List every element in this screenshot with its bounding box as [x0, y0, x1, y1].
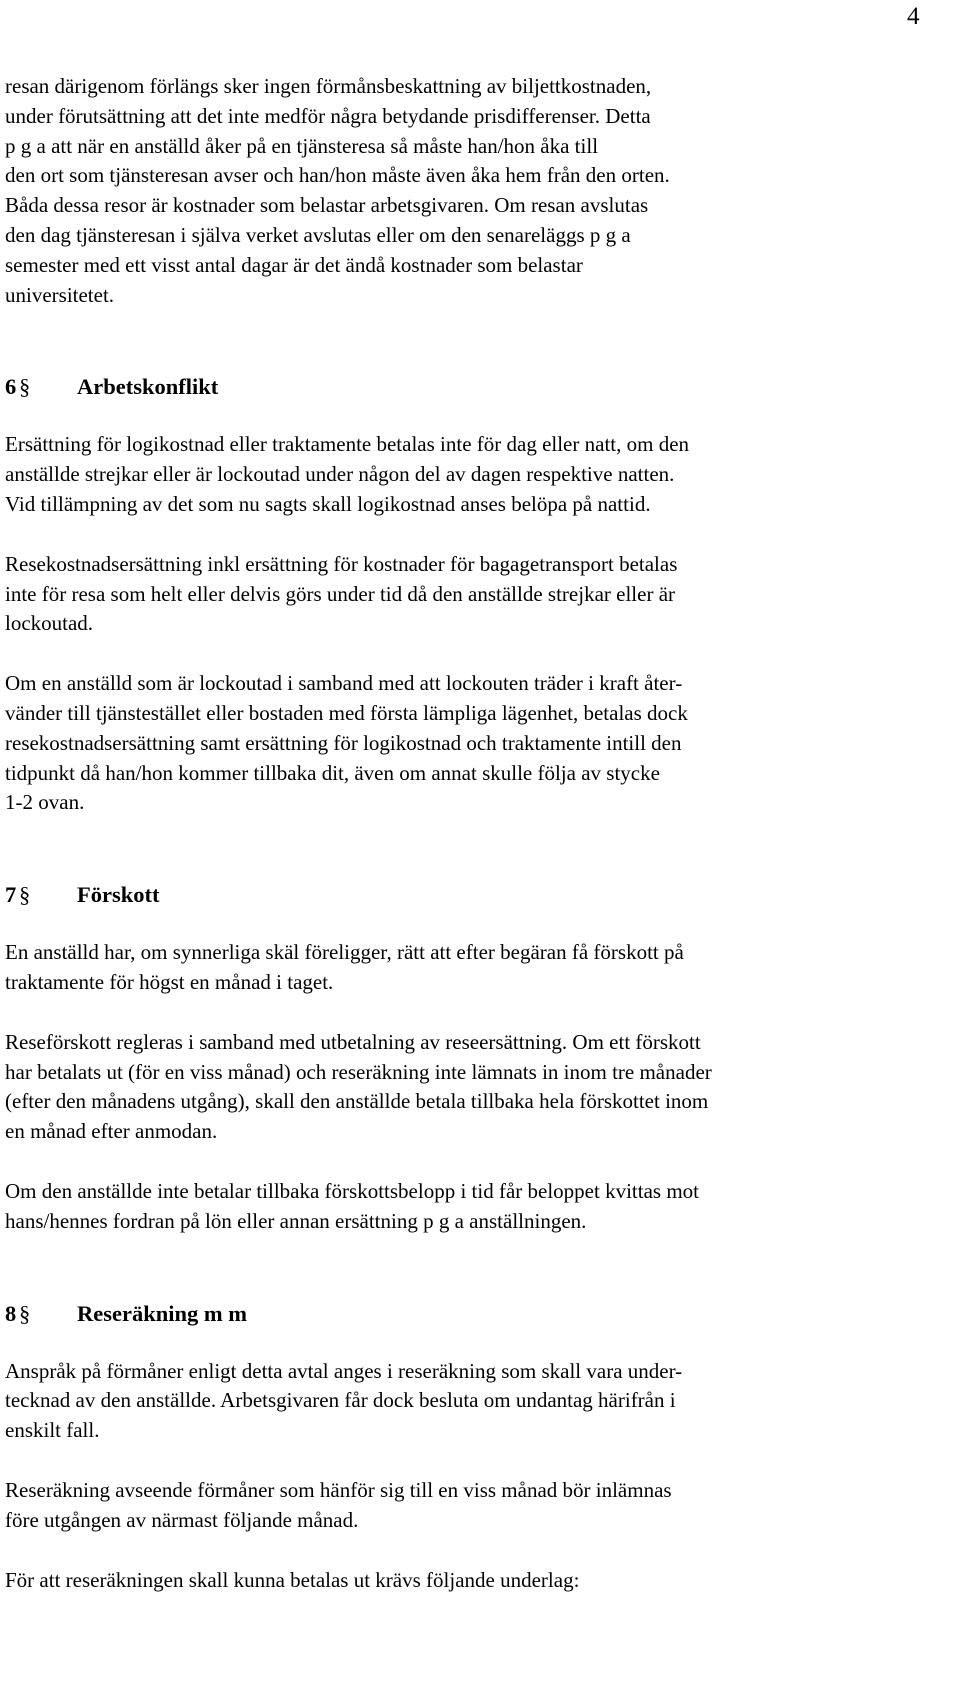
section-symbol: § — [19, 374, 31, 400]
section-symbol: § — [19, 882, 31, 908]
section-heading-8 — [5, 1299, 945, 1329]
section-number: 6 — [5, 374, 17, 400]
paragraph: Resekostnadsersättning inkl ersättning för kostnader för bagagetransport betalas inte för resa som helt eller delvis görs under tid då den anställde strejkar eller är lockoutad. — [5, 551, 678, 636]
section-symbol: § — [19, 1300, 31, 1326]
paragraph: Anspråk på förmåner enligt detta avtal anges i reseräkning som skall vara under- tecknad av den anställde. Arbetsgivaren får dock besluta om undantag härifrån i enskilt fall. — [5, 1358, 683, 1443]
paragraph: En anställd har, om synnerliga skäl föreligger, rätt att efter begäran få förskott på traktamente för högst en månad i taget. — [5, 940, 684, 994]
section-number: 8 — [5, 1300, 17, 1326]
section-number: 7 — [5, 882, 17, 908]
paragraph: Reseräkning avseende förmåner som hänför sig till en viss månad bör inlämnas före utgången av närmast följande månad. — [5, 1477, 672, 1532]
paragraph: För att reseräkningen skall kunna betalas ut krävs följande underlag: — [5, 1567, 580, 1592]
page-number: 4 — [907, 3, 920, 30]
section-title: Arbetskonflikt — [77, 374, 219, 400]
section-heading-6 — [5, 372, 945, 402]
paragraph: Om den anställde inte betalar tillbaka förskottsbelopp i tid får beloppet kvittas mot hans/hennes fordran på lön eller annan ersättning p g a anställningen. — [5, 1178, 699, 1233]
paragraph: Ersättning för logikostnad eller traktamente betalas inte för dag eller natt, om den anställde strejkar eller är lockoutad under någon del av dagen respektive natten. Vid tillämpning av det som nu sagts skall logikostnad anses belöpa på nattid. — [5, 432, 690, 516]
section-heading-7 — [5, 880, 945, 910]
section-title: Förskott — [77, 882, 160, 908]
intro-paragraph: resan därigenom förlängs sker ingen förmånsbeskattning av biljettkostnaden, under förutsättning att det inte medför några betydande prisdifferenser. Detta p g a att när en anställd åker på en tjänsteresa så måste han/hon åka till den ort som tjänsteresan avser och han/hon måste även åka hem från den orten. Båda dessa resor är kostnader som belastar arbetsgivaren. Om resan avslutas den dag tjänsteresan i själva verket avslutas eller om den senareläggs p g a semester med ett visst antal dagar är det ändå kostnader som belastar universitetet. — [5, 74, 670, 307]
paragraph: Reseförskott regleras i samband med utbetalning av reseersättning. Om ett förskott har betalats ut (för en viss månad) och reseräkning inte lämnats in inom tre månader (efter den månadens utgång), skall den anställde betala tillbaka hela förskottet inom en månad efter anmodan. — [5, 1029, 712, 1144]
paragraph: Om en anställd som är lockoutad i samband med att lockouten träder i kraft åter- vänder till tjänstestället eller bostaden med första lämpliga lägenhet, betalas dock resekostnadsersättning samt ersättning för logikostnad och traktamente intill den tidpunkt då han/hon kommer tillbaka dit, även om annat skulle följa av stycke 1-2 ovan. — [5, 671, 688, 815]
document-body — [5, 72, 945, 1625]
section-title: Reseräkning m m — [77, 1300, 247, 1326]
